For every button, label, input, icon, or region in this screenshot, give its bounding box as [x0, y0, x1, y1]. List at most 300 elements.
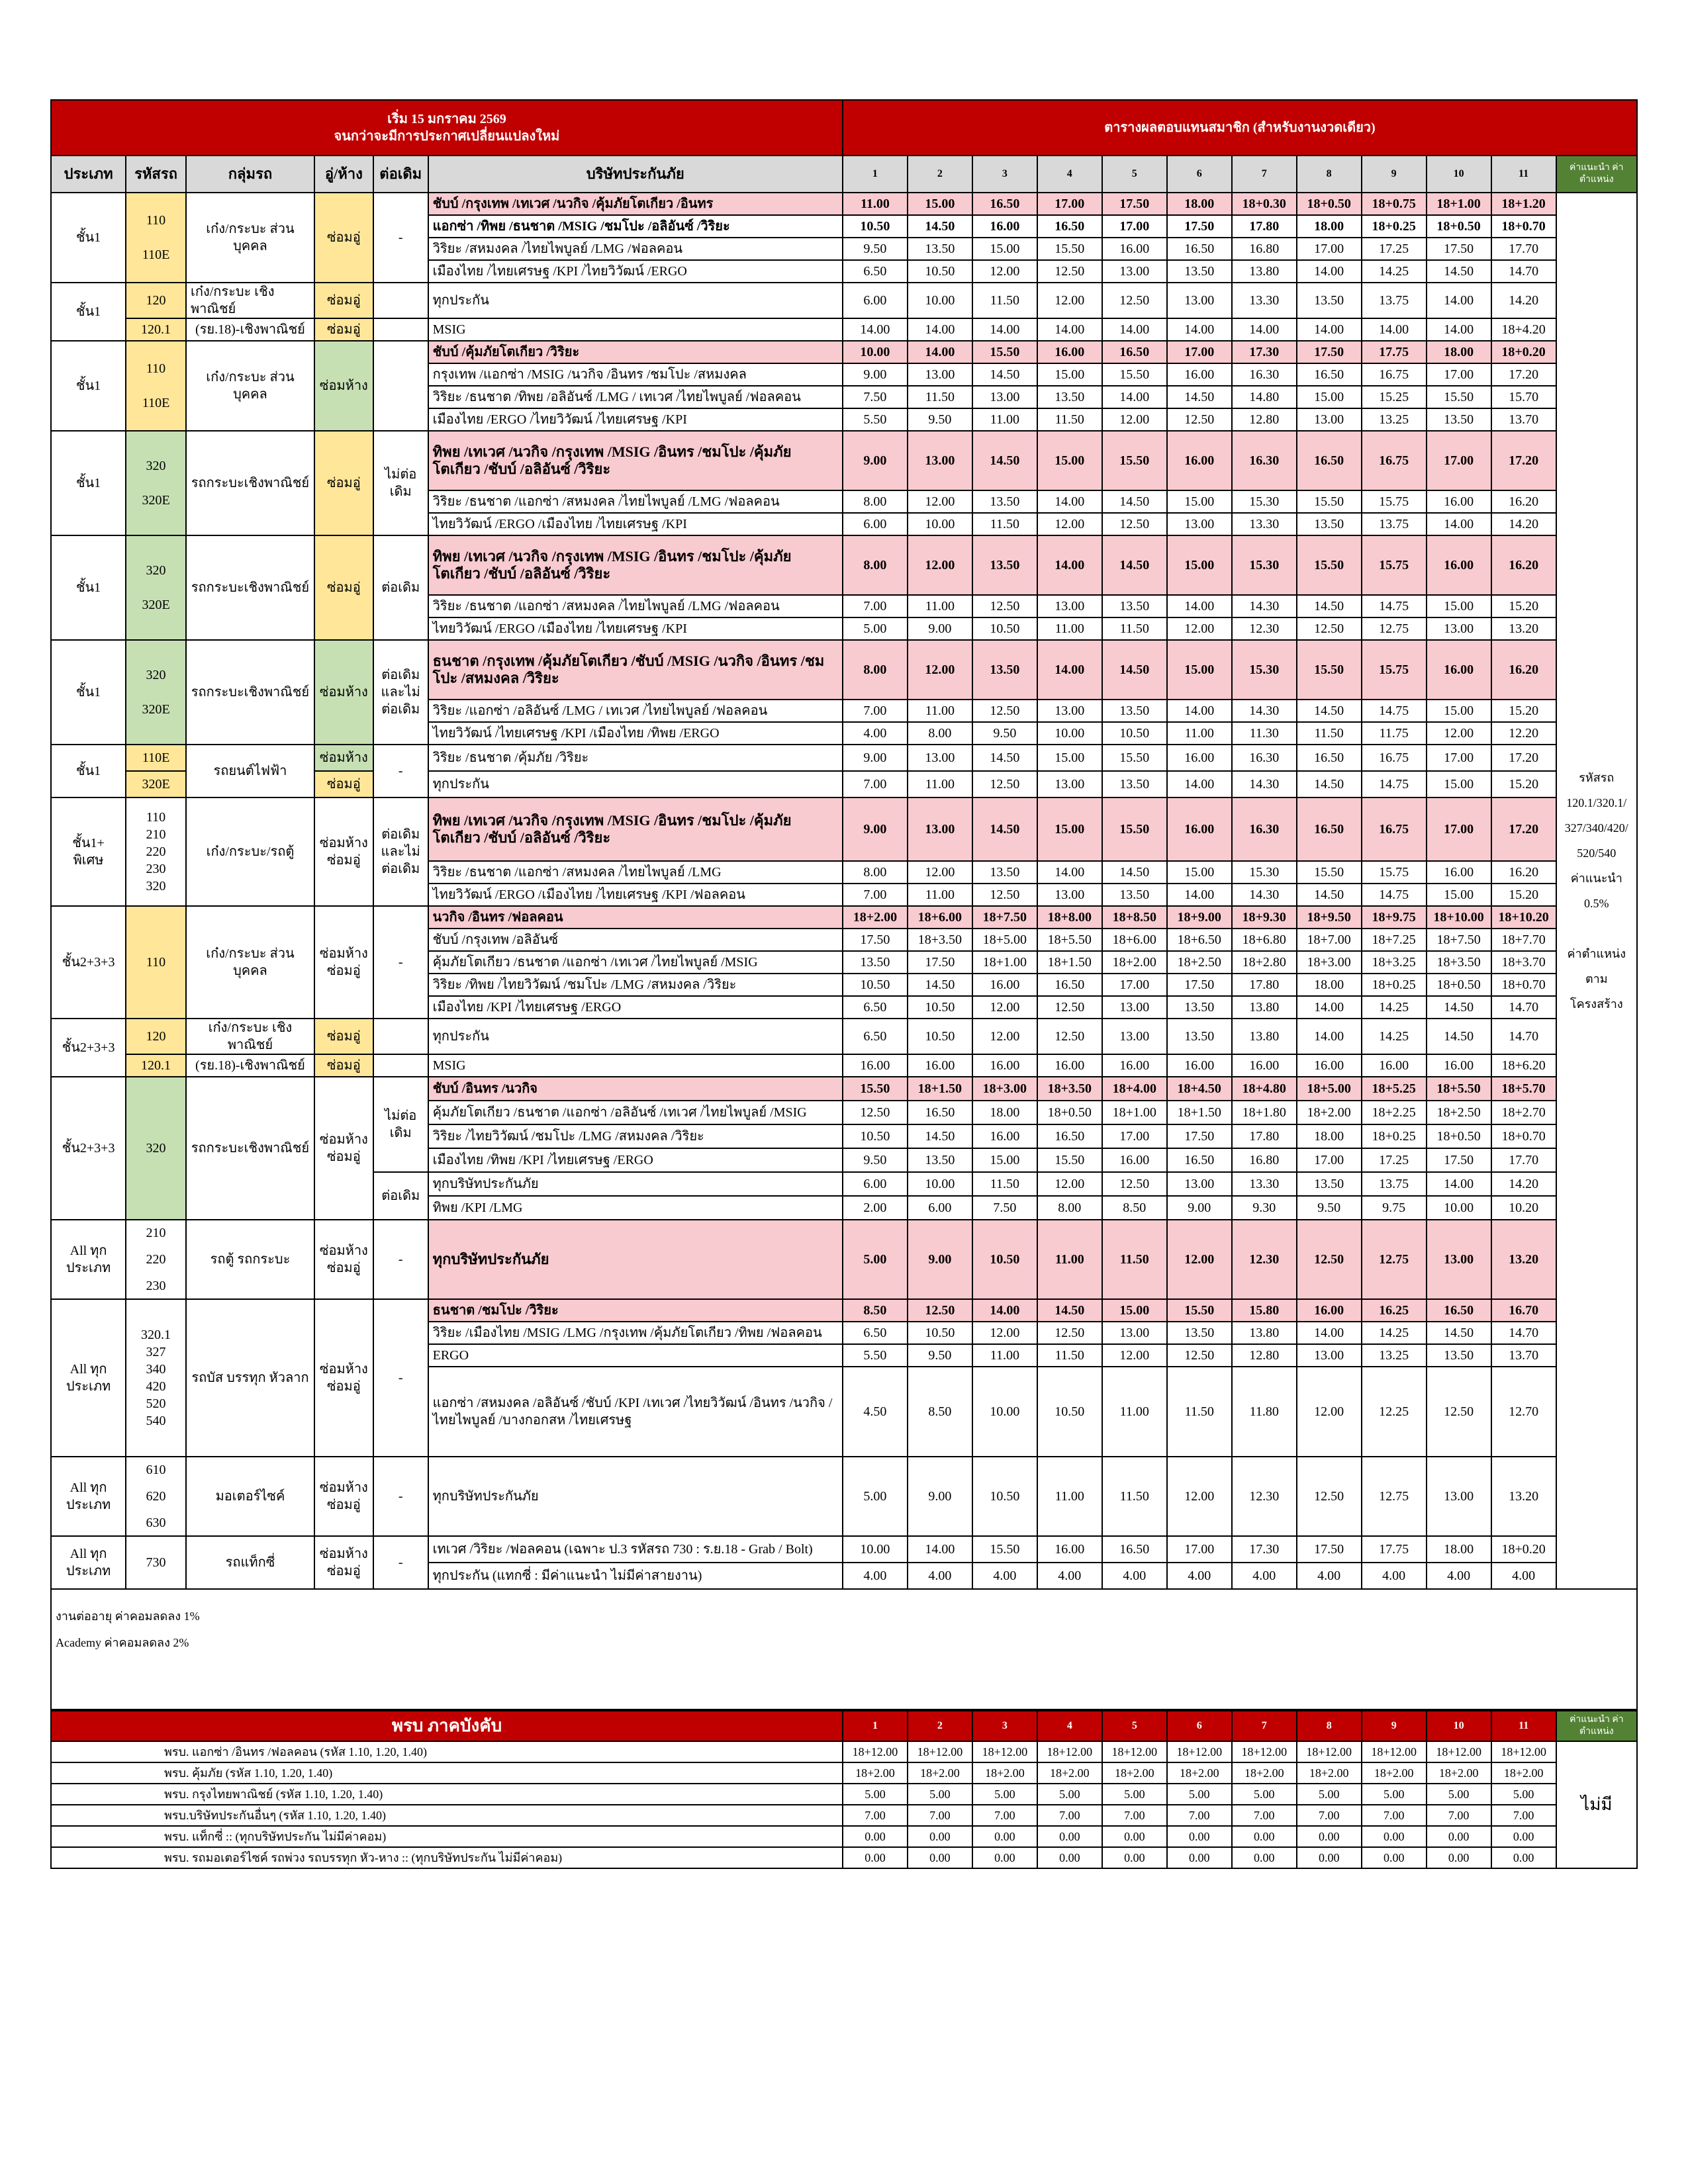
value-cell: 7.00 — [1491, 1805, 1556, 1826]
value-cell: 14.00 — [1102, 386, 1167, 408]
value-cell: 16.00 — [1297, 1054, 1362, 1077]
note-academy: Academy ค่าคอมลดลง 2% — [56, 1636, 189, 1649]
value-cell: 13.20 — [1491, 617, 1556, 640]
value-cell: 17.00 — [1427, 363, 1491, 386]
table-row — [51, 341, 1637, 363]
value-cell: 11.50 — [1037, 408, 1102, 431]
value-cell: 15.80 — [1232, 1299, 1297, 1322]
value-cell: 18+6.00 — [908, 906, 972, 929]
value-cell: 7.00 — [1362, 1805, 1427, 1826]
value-cell: 18+1.20 — [1491, 193, 1556, 215]
value-cell: 5.00 — [1167, 1784, 1232, 1805]
value-cell: 18+2.00 — [1427, 1762, 1491, 1784]
value-cell: 12.50 — [972, 700, 1037, 722]
garage-cell: ซ่อมอู่ — [314, 283, 373, 318]
value-cell: 11.50 — [1102, 1220, 1167, 1299]
value-cell: 14.25 — [1362, 1019, 1427, 1054]
value-cell: 15.00 — [1427, 771, 1491, 797]
value-cell: 5.00 — [843, 1457, 908, 1536]
value-cell: 11.50 — [972, 1172, 1037, 1196]
table-row — [51, 535, 1637, 595]
value-cell: 18.00 — [1297, 974, 1362, 996]
value-cell: 16.50 — [1297, 363, 1362, 386]
value-cell: 16.00 — [908, 1054, 972, 1077]
renew-cell: ไม่ต่อเดิม — [373, 1077, 428, 1172]
value-cell: 18.00 — [1297, 215, 1362, 238]
value-cell: 0.00 — [1427, 1826, 1491, 1847]
value-cell: 0.00 — [1232, 1847, 1297, 1868]
insurer-cell: ไทยวิวัฒน์ /ERGO /เมืองไทย /ไทยเศรษฐ /KPI — [428, 617, 843, 640]
value-cell: 18+2.00 — [1232, 1762, 1297, 1784]
value-cell: 12.50 — [1167, 1344, 1232, 1367]
garage-cell: ซ่อมห้าง ซ่อมอู่ — [314, 1457, 373, 1536]
value-cell: 18+0.50 — [1427, 215, 1491, 238]
value-cell: 12.30 — [1232, 1457, 1297, 1536]
value-cell: 13.50 — [843, 951, 908, 974]
value-cell: 15.50 — [1297, 640, 1362, 700]
col-step: 6 — [1167, 1711, 1232, 1741]
value-cell: 14.50 — [1297, 595, 1362, 617]
value-cell: 18+7.50 — [1427, 929, 1491, 951]
value-cell: 11.00 — [908, 771, 972, 797]
value-cell: 7.00 — [972, 1805, 1037, 1826]
value-cell: 13.00 — [1427, 1220, 1491, 1299]
group-cell: เก๋ง/กระบะ เชิงพาณิชย์ — [186, 283, 314, 318]
value-cell: 12.50 — [1037, 1019, 1102, 1054]
value-cell: 18+9.50 — [1297, 906, 1362, 929]
value-cell: 18+1.50 — [908, 1077, 972, 1101]
value-cell: 14.00 — [1427, 1172, 1491, 1196]
value-cell: 16.20 — [1491, 535, 1556, 595]
value-cell: 10.00 — [972, 1367, 1037, 1457]
value-cell: 15.00 — [1037, 745, 1102, 771]
insurer-cell: ไทยวิวัฒน์ /ERGO /เมืองไทย /ไทยเศรษฐ /KPI /ฟอลคอน — [428, 884, 843, 906]
value-cell: 10.50 — [972, 1220, 1037, 1299]
value-cell: 16.50 — [972, 193, 1037, 215]
insurer-cell: วิริยะ /ธนชาต /แอกซ่า /สหมงคล /ไทยไพบูลย์ /LMG — [428, 861, 843, 884]
value-cell: 8.00 — [843, 861, 908, 884]
value-cell: 14.30 — [1232, 595, 1297, 617]
value-cell: 12.50 — [1297, 1457, 1362, 1536]
value-cell: 14.50 — [1427, 1019, 1491, 1054]
value-cell: 14.00 — [1037, 861, 1102, 884]
value-cell: 4.00 — [972, 1563, 1037, 1589]
value-cell: 7.00 — [1167, 1805, 1232, 1826]
value-cell: 14.50 — [972, 431, 1037, 490]
value-cell: 14.00 — [1427, 318, 1491, 341]
code-cell: 110E — [126, 745, 186, 771]
renew-cell: ต่อเดิม — [373, 535, 428, 640]
value-cell: 0.00 — [843, 1847, 908, 1868]
value-cell: 6.50 — [843, 996, 908, 1019]
value-cell: 13.30 — [1232, 1172, 1297, 1196]
value-cell: 17.50 — [1297, 1536, 1362, 1563]
value-cell: 13.00 — [1427, 617, 1491, 640]
value-cell: 13.00 — [1297, 1344, 1362, 1367]
value-cell: 10.50 — [908, 996, 972, 1019]
value-cell: 15.50 — [1297, 535, 1362, 595]
table-row — [51, 745, 1637, 771]
value-cell: 18+0.70 — [1491, 215, 1556, 238]
value-cell: 18+2.00 — [908, 1762, 972, 1784]
value-cell: 15.50 — [1102, 797, 1167, 861]
value-cell: 14.75 — [1362, 771, 1427, 797]
value-cell: 11.50 — [1102, 617, 1167, 640]
garage-cell: ซ่อมห้าง — [314, 640, 373, 745]
insurer-cell: แอกซ่า /ทิพย /ธนชาต /MSIG /ชมโปะ /อลิอันซ์ /วิริยะ — [428, 215, 843, 238]
value-cell: 12.20 — [1491, 722, 1556, 745]
col-step: 1 — [843, 1711, 908, 1741]
value-cell: 13.50 — [972, 535, 1037, 595]
value-cell: 17.20 — [1491, 745, 1556, 771]
value-cell: 11.50 — [1037, 1344, 1102, 1367]
value-cell: 4.00 — [1491, 1563, 1556, 1589]
value-cell: 14.50 — [1102, 861, 1167, 884]
value-cell: 12.30 — [1232, 1220, 1297, 1299]
value-cell: 13.00 — [1297, 408, 1362, 431]
value-cell: 4.00 — [1167, 1563, 1232, 1589]
value-cell: 13.00 — [908, 363, 972, 386]
value-cell: 14.25 — [1362, 260, 1427, 283]
value-cell: 0.00 — [972, 1826, 1037, 1847]
value-cell: 13.50 — [1102, 884, 1167, 906]
group-cell: เก๋ง/กระบะ ส่วนบุคคล — [186, 341, 314, 431]
value-cell: 18+6.20 — [1491, 1054, 1556, 1077]
value-cell: 10.50 — [843, 1124, 908, 1148]
value-cell: 15.50 — [972, 341, 1037, 363]
table-row — [51, 1847, 1637, 1868]
value-cell: 13.00 — [908, 797, 972, 861]
value-cell: 8.00 — [843, 490, 908, 513]
renew-cell: - — [373, 1457, 428, 1536]
value-cell: 17.00 — [1297, 1148, 1362, 1172]
table-row — [51, 100, 1637, 128]
value-cell: 0.00 — [1232, 1826, 1297, 1847]
garage-cell: ซ่อมห้าง — [314, 745, 373, 771]
value-cell: 18+12.00 — [1362, 1741, 1427, 1762]
insurer-cell: วิริยะ /สหมงคล /ไทยไพบูลย์ /LMG /ฟอลคอน — [428, 238, 843, 260]
insurer-cell: MSIG — [428, 318, 843, 341]
value-cell: 17.50 — [1297, 341, 1362, 363]
value-cell: 0.00 — [1167, 1826, 1232, 1847]
value-cell: 17.80 — [1232, 215, 1297, 238]
compulsory-insurer: พรบ.บริษัทประกันอื่นๆ (รหัส 1.10, 1.20, 1.40) — [51, 1805, 843, 1826]
insurer-cell: วิริยะ /แอกซ่า /อลิอันซ์ /LMG / เทเวศ /ไทยไพบูลย์ /ฟอลคอน — [428, 700, 843, 722]
value-cell: 6.50 — [843, 1019, 908, 1054]
code-cell: 120.1 — [126, 1054, 186, 1077]
value-cell: 11.00 — [1167, 722, 1232, 745]
value-cell: 18.00 — [1167, 193, 1232, 215]
value-cell: 9.00 — [843, 431, 908, 490]
value-cell: 0.00 — [1427, 1847, 1491, 1868]
value-cell: 0.00 — [1102, 1826, 1167, 1847]
value-cell: 12.75 — [1362, 617, 1427, 640]
insurer-cell: วิริยะ /เมืองไทย /MSIG /LMG /กรุงเทพ /คุ้มภัยโตเกียว /ทิพย /ฟอลคอน — [428, 1322, 843, 1344]
table-row — [51, 193, 1637, 215]
value-cell: 16.50 — [908, 1101, 972, 1124]
code-cell: 110 110E — [126, 193, 186, 283]
insurer-cell: ทุกประกัน — [428, 283, 843, 318]
value-cell: 12.00 — [972, 996, 1037, 1019]
value-cell: 15.50 — [1297, 490, 1362, 513]
value-cell: 12.00 — [972, 260, 1037, 283]
value-cell: 16.00 — [1427, 861, 1491, 884]
value-cell: 14.50 — [1427, 996, 1491, 1019]
value-cell: 18+10.20 — [1491, 906, 1556, 929]
renew-cell — [373, 1019, 428, 1054]
value-cell: 14.50 — [1102, 490, 1167, 513]
value-cell: 18+0.30 — [1232, 193, 1297, 215]
value-cell: 11.50 — [1102, 1457, 1167, 1536]
value-cell: 16.00 — [1167, 1054, 1232, 1077]
value-cell: 17.00 — [1102, 1124, 1167, 1148]
value-cell: 18+5.50 — [1037, 929, 1102, 951]
value-cell: 18+2.00 — [972, 1762, 1037, 1784]
value-cell: 17.00 — [1167, 1536, 1232, 1563]
value-cell: 13.25 — [1362, 408, 1427, 431]
value-cell: 17.00 — [1427, 797, 1491, 861]
value-cell: 18+3.25 — [1362, 951, 1427, 974]
value-cell: 17.50 — [1427, 238, 1491, 260]
value-cell: 18+0.25 — [1362, 1124, 1427, 1148]
value-cell: 12.50 — [1427, 1367, 1491, 1457]
type-cell: ชั้น2+3+3 — [51, 1077, 126, 1220]
insurer-cell: ไทยวิวัฒน์ /ไทยเศรษฐ /KPI /เมืองไทย /ทิพย /ERGO — [428, 722, 843, 745]
code-cell: 210 220 230 — [126, 1220, 186, 1299]
value-cell: 18+6.00 — [1102, 929, 1167, 951]
value-cell: 15.50 — [1037, 1148, 1102, 1172]
value-cell: 17.20 — [1491, 797, 1556, 861]
value-cell: 0.00 — [1297, 1847, 1362, 1868]
value-cell: 13.80 — [1232, 260, 1297, 283]
value-cell: 15.75 — [1362, 640, 1427, 700]
garage-cell: ซ่อมห้าง ซ่อมอู่ — [314, 1299, 373, 1457]
value-cell: 15.30 — [1232, 490, 1297, 513]
value-cell: 14.70 — [1491, 1019, 1556, 1054]
value-cell: 16.50 — [1102, 1536, 1167, 1563]
value-cell: 15.00 — [1167, 861, 1232, 884]
type-cell: ชั้น1 — [51, 283, 126, 341]
value-cell: 14.00 — [843, 318, 908, 341]
value-cell: 11.00 — [972, 408, 1037, 431]
value-cell: 0.00 — [1491, 1847, 1556, 1868]
insurer-cell: เมืองไทย /ไทยเศรษฐ /KPI /ไทยวิวัฒน์ /ERGO — [428, 260, 843, 283]
value-cell: 13.00 — [1102, 260, 1167, 283]
value-cell: 11.30 — [1232, 722, 1297, 745]
col-step: 9 — [1362, 1711, 1427, 1741]
advice-none: ไม่มี — [1556, 1741, 1637, 1868]
type-cell: ชั้น1 — [51, 341, 126, 431]
insurer-cell: ERGO — [428, 1344, 843, 1367]
value-cell: 14.50 — [1297, 700, 1362, 722]
value-cell: 18+1.80 — [1232, 1101, 1297, 1124]
value-cell: 15.00 — [972, 1148, 1037, 1172]
value-cell: 18+12.00 — [843, 1741, 908, 1762]
value-cell: 18+12.00 — [1232, 1741, 1297, 1762]
value-cell: 15.75 — [1362, 861, 1427, 884]
col-step: 8 — [1297, 1711, 1362, 1741]
compulsory-insurer: พรบ. คุ้มภัย (รหัส 1.10, 1.20, 1.40) — [51, 1762, 843, 1784]
value-cell: 14.50 — [908, 1124, 972, 1148]
renew-cell: ต่อเดิม และไม่ ต่อเดิม — [373, 640, 428, 745]
value-cell: 17.50 — [1167, 1124, 1232, 1148]
value-cell: 13.50 — [1102, 771, 1167, 797]
value-cell: 10.50 — [908, 1019, 972, 1054]
value-cell: 15.50 — [1427, 386, 1491, 408]
value-cell: 18+0.50 — [1427, 1124, 1491, 1148]
value-cell: 5.00 — [1362, 1784, 1427, 1805]
value-cell: 18+0.50 — [1297, 193, 1362, 215]
insurer-cell: เทเวศ /วิริยะ /ฟอลคอน (เฉพาะ ป.3 รหัสรถ 730 : ร.ย.18 - Grab / Bolt) — [428, 1536, 843, 1563]
value-cell: 11.00 — [843, 193, 908, 215]
table-row — [51, 283, 1637, 318]
code-cell: 320.1 327 340 420 520 540 — [126, 1299, 186, 1457]
value-cell: 14.00 — [1167, 318, 1232, 341]
value-cell: 14.50 — [1037, 1299, 1102, 1322]
insurer-cell: ทิพย /KPI /LMG — [428, 1196, 843, 1220]
value-cell: 18+4.20 — [1491, 318, 1556, 341]
insurer-cell: วิริยะ /ธนชาต /คุ้มภัย /วิริยะ — [428, 745, 843, 771]
value-cell: 13.50 — [1297, 1172, 1362, 1196]
compulsory-insurer: พรบ. แอกซ่า /อินทร /ฟอลคอน (รหัส 1.10, 1.20, 1.40) — [51, 1741, 843, 1762]
insurer-cell: วิริยะ /ธนชาต /แอกซ่า /สหมงคล /ไทยไพบูลย์ /LMG /ฟอลคอน — [428, 490, 843, 513]
value-cell: 16.00 — [1102, 1148, 1167, 1172]
value-cell: 13.50 — [1427, 1344, 1491, 1367]
code-cell: 120.1 — [126, 318, 186, 341]
group-cell: (รย.18)-เชิงพาณิชย์ — [186, 318, 314, 341]
value-cell: 17.50 — [908, 951, 972, 974]
value-cell: 10.00 — [843, 1536, 908, 1563]
value-cell: 16.50 — [1297, 797, 1362, 861]
value-cell: 6.00 — [843, 283, 908, 318]
value-cell: 15.00 — [1297, 386, 1362, 408]
value-cell: 7.50 — [972, 1196, 1037, 1220]
value-cell: 18+2.00 — [1297, 1101, 1362, 1124]
table-row — [51, 156, 1637, 193]
insurer-cell: วิริยะ /ไทยวิวัฒน์ /ชมโปะ /LMG /สหมงคล /วิริยะ — [428, 1124, 843, 1148]
insurer-cell: ทิพย /เทเวศ /นวกิจ /กรุงเทพ /MSIG /อินทร /ชมโปะ /คุ้มภัยโตเกียว /ชับบ์ /อลิอันซ์ /วิริยะ — [428, 535, 843, 595]
value-cell: 0.00 — [1037, 1826, 1102, 1847]
value-cell: 16.50 — [1037, 215, 1102, 238]
notes-box — [50, 1590, 1638, 1710]
insurer-cell: ชับบ์ /คุ้มภัยโตเกียว /วิริยะ — [428, 341, 843, 363]
type-cell: ชั้น2+3+3 — [51, 906, 126, 1019]
insurer-cell: ทุกประกัน — [428, 771, 843, 797]
garage-cell: ซ่อมห้าง ซ่อมอู่ — [314, 1077, 373, 1220]
value-cell: 12.50 — [1037, 260, 1102, 283]
value-cell: 11.50 — [908, 386, 972, 408]
table-row — [51, 1077, 1637, 1101]
value-cell: 18+3.50 — [908, 929, 972, 951]
value-cell: 15.20 — [1491, 884, 1556, 906]
col-step: 3 — [972, 1711, 1037, 1741]
code-cell: 120 — [126, 283, 186, 318]
value-cell: 7.00 — [1232, 1805, 1297, 1826]
table-row — [51, 1784, 1637, 1805]
value-cell: 16.75 — [1362, 431, 1427, 490]
value-cell: 6.00 — [843, 513, 908, 535]
garage-cell: ซ่อมอู่ — [314, 431, 373, 535]
value-cell: 15.70 — [1491, 386, 1556, 408]
col-renew: ต่อเดิม — [373, 156, 428, 193]
value-cell: 15.00 — [1037, 431, 1102, 490]
value-cell: 18+8.00 — [1037, 906, 1102, 929]
value-cell: 18+0.70 — [1491, 974, 1556, 996]
value-cell: 7.00 — [843, 771, 908, 797]
value-cell: 18+7.25 — [1362, 929, 1427, 951]
value-cell: 12.50 — [1102, 513, 1167, 535]
col-step: 6 — [1167, 156, 1232, 193]
col-step: 2 — [908, 1711, 972, 1741]
value-cell: 4.00 — [908, 1563, 972, 1589]
value-cell: 18+0.50 — [1037, 1101, 1102, 1124]
value-cell: 18+7.00 — [1297, 929, 1362, 951]
insurer-cell: วิริยะ /ทิพย /ไทยวิวัฒน์ /ชมโปะ /LMG /สหมงคล /วิริยะ — [428, 974, 843, 996]
garage-cell: ซ่อมห้าง — [314, 341, 373, 431]
value-cell: 10.20 — [1491, 1196, 1556, 1220]
value-cell: 10.50 — [1102, 722, 1167, 745]
value-cell: 0.00 — [1167, 1847, 1232, 1868]
insurer-cell: คุ้มภัยโตเกียว /ธนชาต /แอกซ่า /อลิอันซ์ /เทเวศ /ไทยไพบูลย์ /MSIG — [428, 1101, 843, 1124]
value-cell: 13.50 — [1167, 260, 1232, 283]
value-cell: 8.50 — [843, 1299, 908, 1322]
value-cell: 15.75 — [1362, 535, 1427, 595]
insurer-cell: วิริยะ /ธนชาต /ทิพย /อลิอันซ์ /LMG / เทเวศ /ไทยไพบูลย์ /ฟอลคอน — [428, 386, 843, 408]
value-cell: 12.80 — [1232, 408, 1297, 431]
value-cell: 18+4.50 — [1167, 1077, 1232, 1101]
col-step: 9 — [1362, 156, 1427, 193]
value-cell: 12.50 — [1102, 283, 1167, 318]
col-type: ประเภท — [51, 156, 126, 193]
code-cell: 320 320E — [126, 640, 186, 745]
col-step: 10 — [1427, 1711, 1491, 1741]
type-cell: ชั้น1 — [51, 431, 126, 535]
value-cell: 7.00 — [843, 700, 908, 722]
value-cell: 8.00 — [843, 640, 908, 700]
value-cell: 0.00 — [1297, 1826, 1362, 1847]
value-cell: 16.00 — [1167, 745, 1232, 771]
type-cell: ชั้น1 — [51, 193, 126, 283]
value-cell: 12.25 — [1362, 1367, 1427, 1457]
value-cell: 16.00 — [972, 974, 1037, 996]
value-cell: 13.30 — [1232, 513, 1297, 535]
value-cell: 5.00 — [1037, 1784, 1102, 1805]
value-cell: 12.75 — [1362, 1457, 1427, 1536]
col-advice: ค่าแนะนำ ค่าตำแหน่ง — [1556, 156, 1637, 193]
value-cell: 15.20 — [1491, 771, 1556, 797]
value-cell: 12.30 — [1232, 617, 1297, 640]
value-cell: 15.50 — [843, 1077, 908, 1101]
value-cell: 16.00 — [1427, 535, 1491, 595]
value-cell: 17.00 — [1427, 431, 1491, 490]
value-cell: 14.25 — [1362, 1322, 1427, 1344]
value-cell: 9.50 — [908, 408, 972, 431]
col-step: 7 — [1232, 1711, 1297, 1741]
value-cell: 15.00 — [1427, 700, 1491, 722]
value-cell: 9.50 — [843, 238, 908, 260]
value-cell: 12.00 — [908, 535, 972, 595]
value-cell: 10.00 — [843, 341, 908, 363]
value-cell: 11.50 — [1297, 722, 1362, 745]
value-cell: 9.00 — [1167, 1196, 1232, 1220]
value-cell: 18+12.00 — [1167, 1741, 1232, 1762]
value-cell: 4.00 — [843, 722, 908, 745]
compulsory-table — [50, 1710, 1638, 1869]
value-cell: 12.00 — [1167, 1220, 1232, 1299]
value-cell: 12.00 — [1297, 1367, 1362, 1457]
value-cell: 15.00 — [1037, 363, 1102, 386]
value-cell: 16.00 — [1362, 1054, 1427, 1077]
